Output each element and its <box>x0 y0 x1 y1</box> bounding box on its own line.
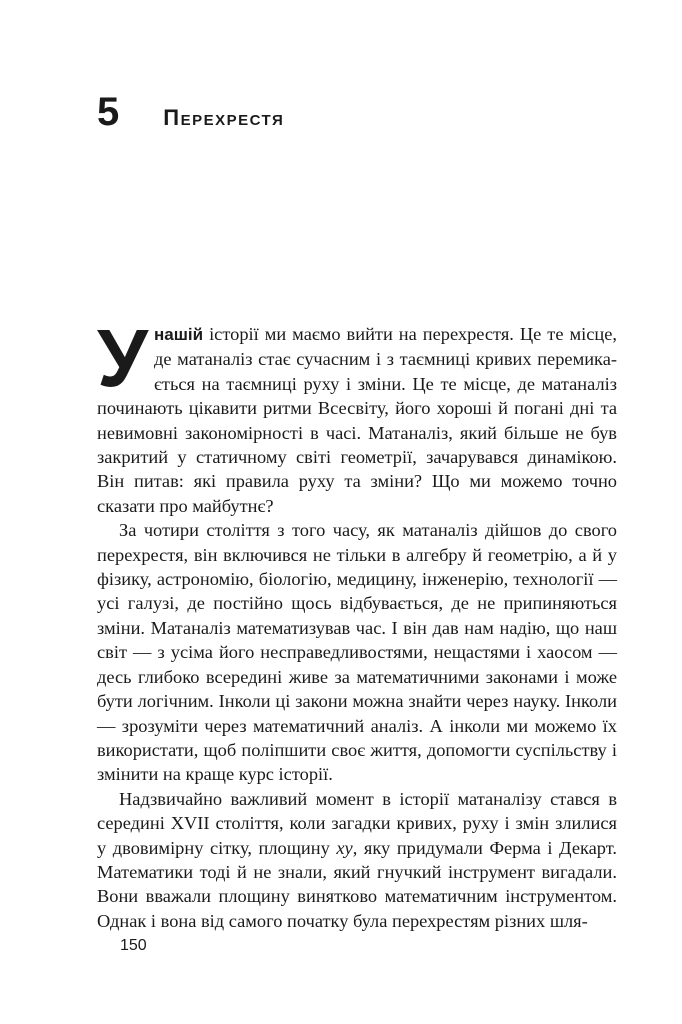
paragraph-3-emphasis: xy <box>336 837 353 858</box>
paragraph-1-text: історії ми маємо вийти на перехрестя. Це те місце, де матаналіз стає сучасним і з таємниці кривих перемикається на таємниці руху і зміни. Це те місце, де матаналіз починають цікавити ритми Всесвіту, його хороші й погані дні та невимовні закономірності в часі. Матаналіз, який більше не був закритий у статичному світі геометрії, зачарувався динамікою. Він питав: які правила руху та зміни? Що ми можемо точно сказати про майбутнє? <box>97 324 617 516</box>
chapter-title: Перехрестя <box>163 105 285 130</box>
chapter-number: 5 <box>97 90 120 134</box>
paragraph-3-text-start: Надзвичайно важливий момент в історії матаналізу стався в середині XVII століття, коли загадки кривих, руху і змін злилися у двовимірну сітку, площину <box>97 788 617 858</box>
lead-word: нашій <box>154 325 204 344</box>
paragraph-2: За чотири століття з того часу, як матаналіз дійшов до свого перехрестя, він включився не тільки в алгебру й геометрію, а й у фізику, астрономію, біологію, медицину, інженерію, технології — усі галузі, де постійно щось відбувається, де не припиняються зміни. Матаналіз математизував час. І він дав нам надію, що наш світ — з усіма його несправедливостями, нещастями і хаосом — десь глибоко всередині живе за математичними законами і може бути логічним. Інколи ці закони можна знайти через науку. Інколи — зрозуміти через математичний аналіз. А інколи ми можемо їх використати, щоб поліпшити своє життя, допомогти суспільству і змінити на краще курс історії. <box>97 520 617 785</box>
page-number: 150 <box>120 937 147 954</box>
paragraph-1 <box>97 313 617 518</box>
chapter-heading <box>97 92 284 132</box>
paragraph-3-text-end: , яку придумали Ферма і Декарт. Математики тоді й не знали, який гнучкий інструмент вигадали. Вони вважали площину винятково математичним інструментом. Однак і вона від самого початку була перехрестям різних шля- <box>97 837 618 931</box>
body-text <box>97 313 618 933</box>
paragraph-3 <box>97 787 617 933</box>
drop-cap: У <box>97 313 149 404</box>
